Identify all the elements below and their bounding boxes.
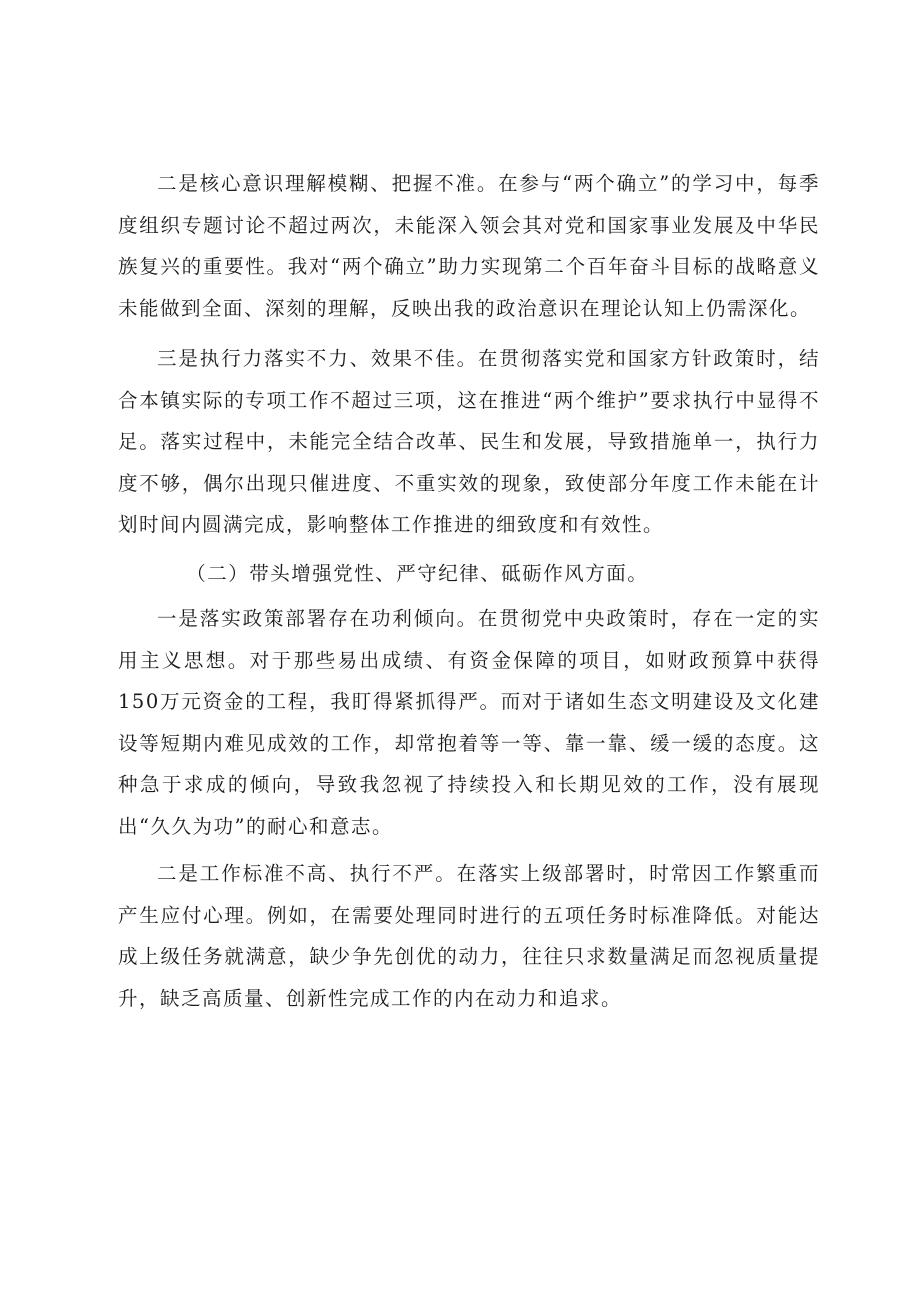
section-heading: （二）带头增强党性、严守纪律、砥砺作风方面。 [186, 561, 649, 585]
paragraph-core-awareness: 二是核心意识理解模糊、把握不准。在参与“两个确立”的学习中，每季度组织专题讨论不超过两次，未能深入领会其对党和国家事业发展及中华民族复兴的重要性。我对“两个确立”助力实现第二个百年奋斗目标的战略意义未能做到全面、深刻的理解，反映出我的政治意识在理论认知上仍需深化。 [118, 172, 820, 320]
paragraph-work-standards: 二是工作标准不高、执行不严。在落实上级部署时，时常因工作繁重而产生应付心理。例如，在需要处理同时进行的五项任务时标准降低。对能达成上级任务就满意，缺少争先创优的动力，往往只求数量满足而忽视质量提升，缺乏高质量、创新性完成工作的内在动力和追求。 [118, 862, 820, 1010]
paragraph-utilitarian-tendency: 一是落实政策部署存在功利倾向。在贯彻党中央政策时，存在一定的实用主义思想。对于那些易出成绩、有资金保障的项目，如财政预算中获得150万元资金的工程，我盯得紧抓得严。而对于诸如生态文明建设及文化建设等短期内难见成效的工作，却常抱着等一等、靠一靠、缓一缓的态度。这种急于求成的倾向，导致我忽视了持续投入和长期见效的工作，没有展现出“久久为功”的耐心和意志。 [118, 607, 820, 838]
paragraph-execution: 三是执行力落实不力、效果不佳。在贯彻落实党和国家方针政策时，结合本镇实际的专项工作不超过三项，这在推进“两个维护”要求执行中显得不足。落实过程中，未能完全结合改革、民生和发展，导致措施单一，执行力度不够，偶尔出现只催进度、不重实效的现象，致使部分年度工作未能在计划时间内圆满完成，影响整体工作推进的细致度和有效性。 [118, 347, 820, 536]
document-page [118, 163, 820, 1027]
